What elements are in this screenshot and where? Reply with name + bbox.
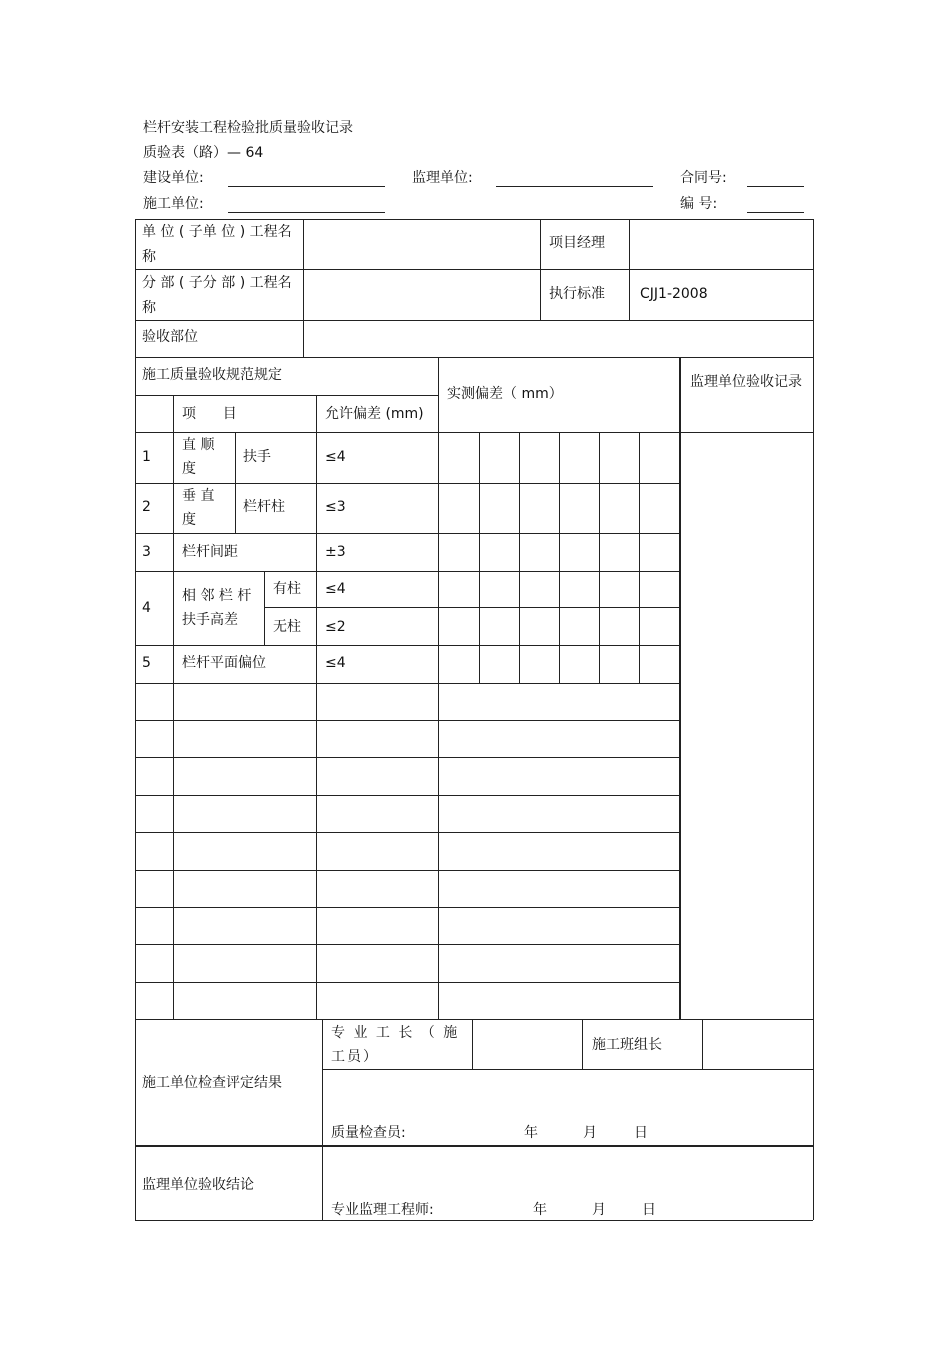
item-5-name: 栏杆平面偏位 (182, 655, 266, 671)
supervisor-engineer-label: 专业监理工程师: (331, 1202, 434, 1218)
standard-value: CJJ1-2008 (640, 286, 708, 302)
supervisor-year: 年 (533, 1202, 547, 1218)
page-title: 栏杆安装工程检验批质量验收记录 (143, 120, 353, 136)
item-1-no: 1 (142, 449, 151, 465)
item-4-no: 4 (142, 600, 151, 616)
builder-unit-label: 施工单位: (143, 196, 204, 212)
standard-label: 执行标准 (549, 286, 605, 302)
sub-project-name-label: 分 部 ( 子分 部 ) 工程名称 (142, 275, 292, 316)
item-1-name: 直 顺 度 (182, 437, 215, 477)
item-5-tolerance: ≤4 (325, 655, 346, 671)
supervisor-day: 日 (642, 1202, 656, 1218)
item-3-name: 栏杆间距 (182, 544, 238, 560)
supervision-unit-field[interactable] (496, 186, 653, 187)
supervisor-conclusion-label: 监理单位验收结论 (142, 1177, 254, 1193)
item-4-tolerance-a: ≤4 (325, 581, 346, 597)
spec-section-label: 施工质量验收规范规定 (142, 367, 282, 383)
item-4-sub-a: 有柱 (273, 581, 301, 597)
tolerance-header: 允许偏差 (mm) (325, 406, 424, 422)
serial-no-label: 编 号: (680, 196, 718, 212)
serial-no-field[interactable] (747, 212, 804, 213)
builder-result-label: 施工单位检查评定结果 (142, 1075, 282, 1091)
item-2-name: 垂 直 度 (182, 488, 215, 528)
item-2-tolerance: ≤3 (325, 499, 346, 515)
item-header: 项 目 (182, 406, 237, 422)
item-1-tolerance: ≤4 (325, 449, 346, 465)
item-1-sub: 扶手 (243, 449, 271, 465)
construction-unit-label: 建设单位: (143, 170, 204, 186)
measured-label: 实测偏差（ mm） (447, 386, 563, 402)
supervisor-record-label: 监理单位验收记录 (690, 374, 802, 390)
supervision-unit-label: 监理单位: (412, 170, 473, 186)
inspection-part-label: 验收部位 (142, 329, 198, 345)
contract-no-field[interactable] (747, 186, 804, 187)
contract-no-label: 合同号: (680, 170, 727, 186)
foreman-label: 专 业 工 长 （ 施 工员） (331, 1025, 460, 1065)
item-2-sub: 栏杆柱 (243, 499, 285, 515)
item-3-no: 3 (142, 544, 151, 560)
team-leader-label: 施工班组长 (592, 1037, 662, 1053)
inspector-month: 月 (583, 1125, 597, 1141)
item-2-no: 2 (142, 499, 151, 515)
project-manager-label: 项目经理 (549, 235, 605, 251)
form-code: 质验表（路）— 64 (143, 145, 264, 161)
inspector-label: 质量检查员: (331, 1125, 406, 1141)
inspector-day: 日 (634, 1125, 648, 1141)
inspector-year: 年 (524, 1125, 538, 1141)
item-4-tolerance-b: ≤2 (325, 619, 346, 635)
builder-unit-field[interactable] (228, 212, 385, 213)
item-4-name: 相 邻 栏 杆扶手高差 (182, 588, 252, 628)
item-5-no: 5 (142, 655, 151, 671)
supervisor-month: 月 (592, 1202, 606, 1218)
item-4-sub-b: 无柱 (273, 619, 301, 635)
unit-project-name-label: 单 位 ( 子单 位 ) 工程名称 (142, 224, 292, 265)
construction-unit-field[interactable] (228, 186, 385, 187)
item-3-tolerance: ±3 (325, 544, 346, 560)
